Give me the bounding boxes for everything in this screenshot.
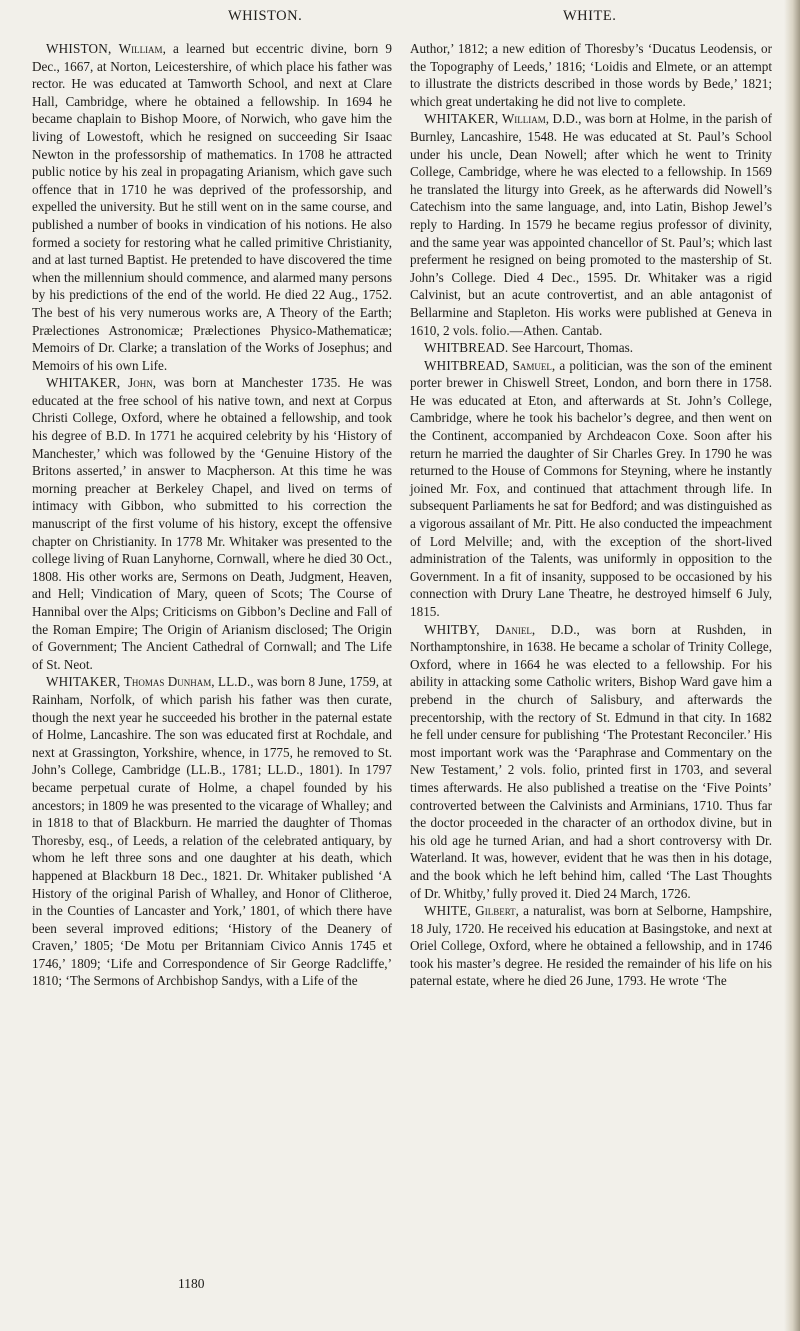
- entry-forename: William,: [118, 41, 166, 56]
- entry-whiston-william: [32, 40, 392, 374]
- entry-surname: WHITBREAD,: [424, 357, 509, 373]
- entry-continuation: [410, 40, 772, 110]
- page-edge-shadow: [784, 0, 800, 1331]
- header-right: WHITE.: [563, 8, 617, 24]
- entry-whitaker-john: [32, 374, 392, 673]
- entry-surname: WHITAKER,: [46, 375, 121, 391]
- left-column: [32, 40, 392, 990]
- entry-surname: WHITBY,: [424, 621, 480, 637]
- entry-text: was born at Manchester 1735. He was educated at the free school of his native town, and next at Corpus Christi College, Oxford, where he obtained a fellowship, and took his degree of B.D. In 1771 he acquired celebrity by his ‘History of Manchester,’ which was followed by the ‘Genuine History of the Britons asserted,’ in answer to Macpherson. At this time he was morning preacher at Berkeley Chapel, and lived on terms of intimacy with Gibbon, who submitted to his correction the manuscript of the first volume of his history, except the offensive chapter on Christianity. In 1778 Mr. Whitaker was presented to the college living of Ruan Lanyhorne, Cornwall, where he died 30 Oct., 1808. His other works are, Sermons on Death, Judgment, Heaven, and Hell; Vindication of Mary, queen of Scots; The Course of Hannibal over the Alps; Criticisms on Gibbon’s Decline and Fall of the Roman Empire; The Origin of Arianism disclosed; The Origin of Government; The Ancient Cathedral of Cornwall; and The Life of St. Neot.: [32, 375, 393, 672]
- entry-whitaker-thomas: [32, 673, 392, 990]
- entry-whitbread: [410, 339, 772, 357]
- right-column: [410, 40, 772, 990]
- header-left: WHISTON.: [228, 8, 303, 24]
- entry-forename: Thomas Dunham,: [123, 674, 215, 690]
- running-header: [0, 8, 800, 34]
- entry-surname: WHISTON,: [46, 41, 112, 56]
- entry-forename: Gilbert,: [475, 903, 519, 919]
- entry-text: See Harcourt, Thomas.: [511, 340, 634, 356]
- continuation-text: Author,’ 1812; a new edition of Thoresby’s ‘Ducatus Leodensis, or the Topography of Leeds,’ 1816; ‘Loidis and Elmete, or an attempt to illustrate the districts described in those words by Bede,’ 1821; which great undertaking he did not live to complete.: [410, 41, 772, 109]
- entry-whitaker-william: [410, 110, 772, 339]
- entry-whitby-daniel: [410, 621, 772, 903]
- page-number: 1180: [178, 1276, 205, 1291]
- entry-surname: WHITAKER,: [46, 674, 121, 690]
- entry-text: LL.D., was born 8 June, 1759, at Rainham, Norfolk, of which parish his father was then curate, though the next year he succeeded his brother in the paternal estate of Holme, Lancashire. The son was educated first at Rochdale, and next at Grassington, Yorkshire, whence, in 1775, he removed to St. John’s College, Cambridge (LL.B., 1781; LL.D., 1801). In 1797 became perpetual curate of Holme, a chapel founded by his ancestors; in 1809 he was presented to the vicarage of Whalley; and in 1818 to that of Blackburn. He married the daughter of Thomas Thoresby, esq., of Leeds, a relation of the celebrated antiquary, by whom he left three sons and one daughter at his death, which happened at Blackburn 18 Dec., 1821. Dr. Whitaker published ‘A History of the original Parish of Whalley, and Honor of Clitheroe, in the Counties of Lancaster and York,’ 1801, of which there have been several improved editions; ‘History of the Deanery of Craven,’ 1805; ‘De Motu per Britanniam Civico Annis 1745 et 1746,’ 1809; ‘Life and Correspondence of Sir George Radcliffe,’ 1810; ‘The Sermons of Archbishop Sandys, with a Life of the: [32, 674, 392, 989]
- entry-forename: John,: [128, 375, 157, 391]
- entry-text: a learned but eccentric divine, born 9 Dec., 1667, at Norton, Leicestershire, of which place his father was rector. He was educated at Tamworth School, and next at Clare Hall, Cambridge, where he obtained a fellowship. In 1694 he became chaplain to Bishop Moore, of Norwich, who gave him the living of Lowestoft, which he resigned on succeeding Sir Isaac Newton in the professorship of mathematics. In 1708 he attracted public notice by his zeal in propagating Arianism, which gave such offence that in 1710 he was deprived of the professorship, and expelled the university. But he still went on in the same course, and published a number of books in vindication of his notions. He also formed a society for restoring what he called primitive Christianity, and at last turned Baptist. He pretended to have discovered the time when the millennium should commence, and alarmed many persons by his predictions of the end of the world. He died 22 Aug., 1752. The best of his very numerous works are, A Theory of the Earth; Prælectiones Astronomicæ; Prælectiones Physico-Mathematicæ; Memoirs of Dr. Clarke; a translation of the Works of Josephus; and Memoirs of his own Life.: [32, 41, 393, 373]
- entry-text: D.D., was born at Holme, in the parish of Burnley, Lancashire, 1548. He was educated at St. Paul’s School under his uncle, Dean Nowell; after which he went to Trinity College, Cambridge, where he was elected to a fellowship. In 1569 he translated the liturgy into Greek, as he afterwards did Nowell’s Catechism into the same language, and, into Latin, Bishop Jewel’s reply to Harding. In 1579 he became regius professor of divinity, and the same year was appointed chancellor of St. Paul’s; which last preferment he resigned on being promoted to the mastership of St. John’s College. Died 4 Dec., 1595. Dr. Whitaker was a rigid Calvinist, but an acute controvertist, and an able antagonist of Bellarmine and Stapleton. His works were published at Geneva in 1610, 2 vols. folio.—Athen. Cantab.: [410, 111, 772, 338]
- entry-forename: Samuel,: [512, 357, 556, 373]
- entry-white-gilbert: [410, 902, 772, 990]
- entry-surname: WHITE,: [424, 903, 471, 919]
- entry-text: a politician, was the son of the eminent porter brewer in Chiswell Street, London, and born there in 1758. He was educated at Eton, and afterwards at St. John’s College, Cambridge, where he took his bachelor’s degree, and then went on the Continent, accompanied by Archdeacon Coxe. Soon after his return he married the daughter of Sir Charles Grey. In 1790 he was returned to the House of Commons for Steyning, where he instantly joined Mr. Fox, and continued that attachment through life. In subsequent Parliaments he sat for Bedford; and was distinguished as a vigorous assailant of Mr. Pitt. He also conducted the impeachment of Lord Melville; and, with the exception of the short-lived administration of the Talents, was uniformly in opposition to the Government. In a fit of insanity, supposed to be occasioned by his connection with Drury Lane Theatre, he destroyed himself 6 July, 1815.: [410, 357, 773, 619]
- entry-whitbread-samuel: [410, 357, 772, 621]
- entry-forename: Daniel,: [495, 621, 536, 637]
- entry-forename: William,: [501, 111, 550, 127]
- entry-surname: WHITBREAD.: [424, 340, 509, 356]
- entry-text: D.D., was born at Rushden, in Northamptonshire, in 1638. He became a scholar of Trinity College, Oxford, where in 1664 he was elected to a fellowship. For his ability in attacking some Catholic writers, Bishop Ward gave him a prebend in the church of Salisbury, and afterwards the precentorship, with the rectory of St. Edmund in that city. In 1682 he fell under censure for publishing ‘The Protestant Reconciler.’ His most important work was the ‘Paraphrase and Commentary on the New Testament,’ 2 vols. folio, printed first in 1703, and several times afterwards. He also published a treatise on the ‘Five Points’ controverted between the Calvinists and Arminians, 1710. Thus far the doctor proceeded in the character of an orthodox divine, but in his old age he turned Arian, and had a short controversy with Dr. Waterland. It was, however, evident that he was then in his dotage, and the book which he left behind him, called ‘The Last Thoughts of Dr. Whitby,’ fully proved it. Died 24 March, 1726.: [410, 621, 772, 901]
- entry-surname: WHITAKER,: [424, 111, 499, 127]
- entry-text: a naturalist, was born at Selborne, Hampshire, 18 July, 1720. He received his education at Basingstoke, and next at Oriel College, Oxford, where he obtained a fellowship, and in 1746 took his master’s degree. He resided the remainder of his life on his paternal estate, where he died 26 June, 1793. He wrote ‘The: [410, 903, 772, 989]
